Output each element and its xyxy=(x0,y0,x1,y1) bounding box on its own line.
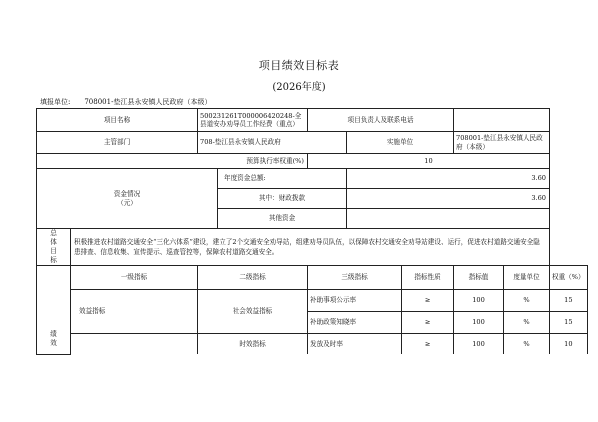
indicator-weight: 15 xyxy=(550,289,588,311)
indicator-level3: 发放及时率 xyxy=(308,333,402,354)
total-funding-label: 年度资金总额: xyxy=(218,169,347,189)
indicator-value: 100 xyxy=(454,289,504,311)
header-level2: 二级指标 xyxy=(198,265,308,289)
fiscal-funding-label: 其中：财政拨款 xyxy=(218,189,347,209)
impl-label: 实施单位 xyxy=(347,132,454,154)
fill-unit: 填报单位: 708001-垫江县永安镇人民政府（本级） xyxy=(40,98,212,106)
funding-label-line1: 资金情况 xyxy=(113,190,141,199)
overall-goal-char: 目 xyxy=(50,246,57,255)
page-title: 项目绩效目标表 xyxy=(258,59,340,72)
indicator-weight: 10 xyxy=(550,333,588,354)
overall-goal-label xyxy=(37,229,71,266)
header-weight: 权重（%） xyxy=(550,265,588,289)
header-level3: 三级指标 xyxy=(308,265,402,289)
performance-table xyxy=(36,108,588,355)
overall-goal-char: 标 xyxy=(50,255,57,264)
group1-level2: 社会效益指标 xyxy=(198,289,308,333)
owner-value xyxy=(454,109,550,132)
indicator-unit: % xyxy=(504,289,550,311)
other-funding-label: 其他资金 xyxy=(218,209,347,229)
impl-value: 708001-垫江县永安镇人民政府（本级） xyxy=(454,132,550,154)
dept-label: 主管部门 xyxy=(37,132,198,154)
funding-label xyxy=(37,169,218,229)
header-level1: 一级指标 xyxy=(71,265,198,289)
indicator-unit: % xyxy=(504,333,550,354)
group1-level1: 效益指标 xyxy=(71,289,198,333)
indicators-side-char: 效 xyxy=(50,338,57,347)
other-funding-value xyxy=(347,209,550,229)
indicator-unit: % xyxy=(504,311,550,333)
overall-goal-text: 积极推进农村道路交通安全“三化六体系”建设，建立了2个交通安全劝导站，组建劝导员队伍，以保障农村交通安全劝导站建设、运行，促进农村道路交通安全隐患排查、信息收集、宣传提示、巡查管控等，保障农村道路交通安全。 xyxy=(71,229,550,266)
fiscal-funding-value: 3.60 xyxy=(347,189,550,209)
header-nature: 指标性质 xyxy=(402,265,454,289)
indicators-side-label xyxy=(37,265,71,354)
weight-label: 预算执行率权重(%) xyxy=(37,154,308,169)
owner-label: 项目负责人及联系电话 xyxy=(308,109,454,132)
header-unit: 度量单位 xyxy=(504,265,550,289)
project-name-value: 500231261T000006420248-全县道安办劝导员工作经费（重点） xyxy=(198,109,308,132)
project-name-label: 项目名称 xyxy=(37,109,198,132)
page-year: (2026年度) xyxy=(272,82,326,93)
indicator-level3: 补助事项公示率 xyxy=(308,289,402,311)
indicators-side-char: 绩 xyxy=(50,329,57,338)
indicator-value: 100 xyxy=(454,311,504,333)
funding-label-line2: （元） xyxy=(117,198,137,207)
total-funding-value: 3.60 xyxy=(347,169,550,189)
indicator-level3: 补助政策知晓率 xyxy=(308,311,402,333)
indicator-nature: ≥ xyxy=(402,311,454,333)
weight-value: 10 xyxy=(308,154,550,169)
overall-goal-char: 总 xyxy=(50,229,57,237)
dept-value: 708-垫江县永安镇人民政府 xyxy=(198,132,347,154)
header-value: 指标值 xyxy=(454,265,504,289)
group2-level1 xyxy=(71,333,198,354)
indicator-value: 100 xyxy=(454,333,504,354)
indicator-weight: 15 xyxy=(550,311,588,333)
overall-goal-char: 体 xyxy=(50,237,57,246)
indicator-nature: ≥ xyxy=(402,333,454,354)
indicator-nature: ≥ xyxy=(402,289,454,311)
indicator-level2: 时效指标 xyxy=(198,333,308,354)
